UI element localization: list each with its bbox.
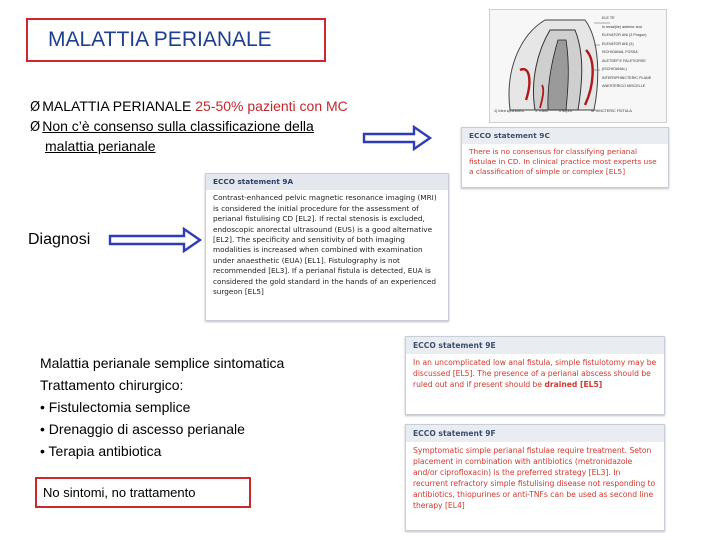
- ecco-card-header: ECCO statement 9E: [406, 337, 664, 354]
- ecco-card-text: There is no consensus for classifying perianal fistulae in CD. In clinical practice most experts use a classification of simple or complex [EL5]: [469, 147, 657, 176]
- ecco-card-text-bold: drained [EL5]: [544, 380, 603, 389]
- figure-label: Is rectal(ile) anterior and: [602, 24, 642, 29]
- ecco-card-text: [406, 354, 664, 394]
- ecco-card-header: ECCO statement 9A: [206, 174, 448, 190]
- bullet-1: [30, 97, 348, 117]
- figure-label: sphincteric: [506, 109, 525, 113]
- figure-right-labels: [602, 14, 666, 91]
- title-box: [26, 18, 326, 62]
- figure-label: INTERSPHINCTERIC PLANE: [602, 75, 652, 80]
- arrow-to-9c: [362, 125, 434, 151]
- page-title: MALATTIA PERIANALE: [48, 28, 272, 51]
- figure-label: ALETSEP E FALETIORSE: [602, 58, 646, 63]
- figure-label: ELEVATOR ANI (3): [602, 41, 634, 46]
- treatment-subheading: Trattamento chirurgico:: [40, 377, 184, 393]
- treatment-block: [40, 352, 284, 462]
- figure-label: ISCHIOANAL FOSSA: [602, 50, 638, 54]
- arrow-to-9a: [108, 227, 204, 253]
- treatment-item: • Terapia antibiotica: [40, 443, 162, 459]
- ecco-card-text-main: In an uncomplicated low anal fistula, simple fistulotomy may be discussed [EL5]. The presence of a perianal abscess should be ruled out and if present should be: [413, 358, 657, 389]
- bullet-marker: Ø: [30, 120, 41, 135]
- ecco-card-header: ECCO statement 9F: [406, 425, 664, 442]
- ecco-card-9a: [205, 173, 449, 321]
- bullet-2: [30, 117, 314, 156]
- bullet-2-line2: malattia perianale: [45, 138, 156, 154]
- no-symptoms-note: No sintomi, no trattamento: [43, 485, 196, 500]
- ecco-card-9e: [405, 336, 665, 415]
- ecco-card-9f: [405, 424, 665, 531]
- treatment-item: • Fistulectomia semplice: [40, 399, 191, 415]
- treatment-heading: Malattia perianale semplice sintomatica: [40, 355, 285, 371]
- bullet-2-line1: Non c’è consenso sulla classificazione della: [42, 118, 314, 134]
- figure-label: 2 Trans: [535, 109, 548, 113]
- bullet-1-lead: MALATTIA PERIANALE: [42, 98, 196, 114]
- bullet-1-highlight: 25-50% pazienti con MC: [195, 98, 348, 114]
- figure-bottom-labels: [494, 109, 664, 114]
- ecco-card-text: Symptomatic simple perianal fistulae require treatment. Seton placement in combination with antibiotics (metronidazole and/or ciprofloxacin) is the preferred strategy [EL3]. In recurrent refractory simple fistulising disease not responding to antibiotics, thiopurines or anti-TNFs can be used as second line therapy [EL4]: [413, 446, 656, 510]
- ecco-card-text: Contrast-enhanced pelvic magnetic resonance imaging (MRI) is considered the initial procedure for the assessment of perianal fistulising CD [EL2]. If rectal stenosis is excluded, endoscopic anorectal ultrasound (EUS) is a good alternative [EL2]. The specificity and sensitivity of both imaging modalities is increased when combined with examination under anaesthetic (EUA) [EL1]. Fistulography is not recommended [EL3]. If a perianal fistula is detected, EUA is considered the gold standard in the hands of an experienced surgeon [EL5]: [213, 193, 437, 297]
- figure-label: ELEVATOR ANI (3 Porgue): [602, 33, 647, 37]
- ecco-card-9c: [461, 127, 669, 188]
- figure-label: 3 Supra: [558, 109, 572, 113]
- treatment-item: • Drenaggio di ascesso perianale: [40, 421, 245, 437]
- diagnosi-label: Diagnosi: [28, 231, 91, 248]
- figure-label: ELE TE: [602, 16, 615, 20]
- ecco-card-header: ECCO statement 9C: [462, 128, 668, 144]
- bullet-marker: Ø: [30, 100, 41, 115]
- perianal-fistula-figure: [489, 9, 667, 123]
- figure-label: ANESTERICO MISCELLE: [602, 84, 646, 88]
- figure-label: (ISCHIOANAL): [602, 67, 627, 71]
- figure-label: 1) Intra: [494, 109, 506, 113]
- no-symptoms-box: [35, 477, 251, 508]
- figure-label: SPHINCTERIC FISTULA: [590, 109, 632, 113]
